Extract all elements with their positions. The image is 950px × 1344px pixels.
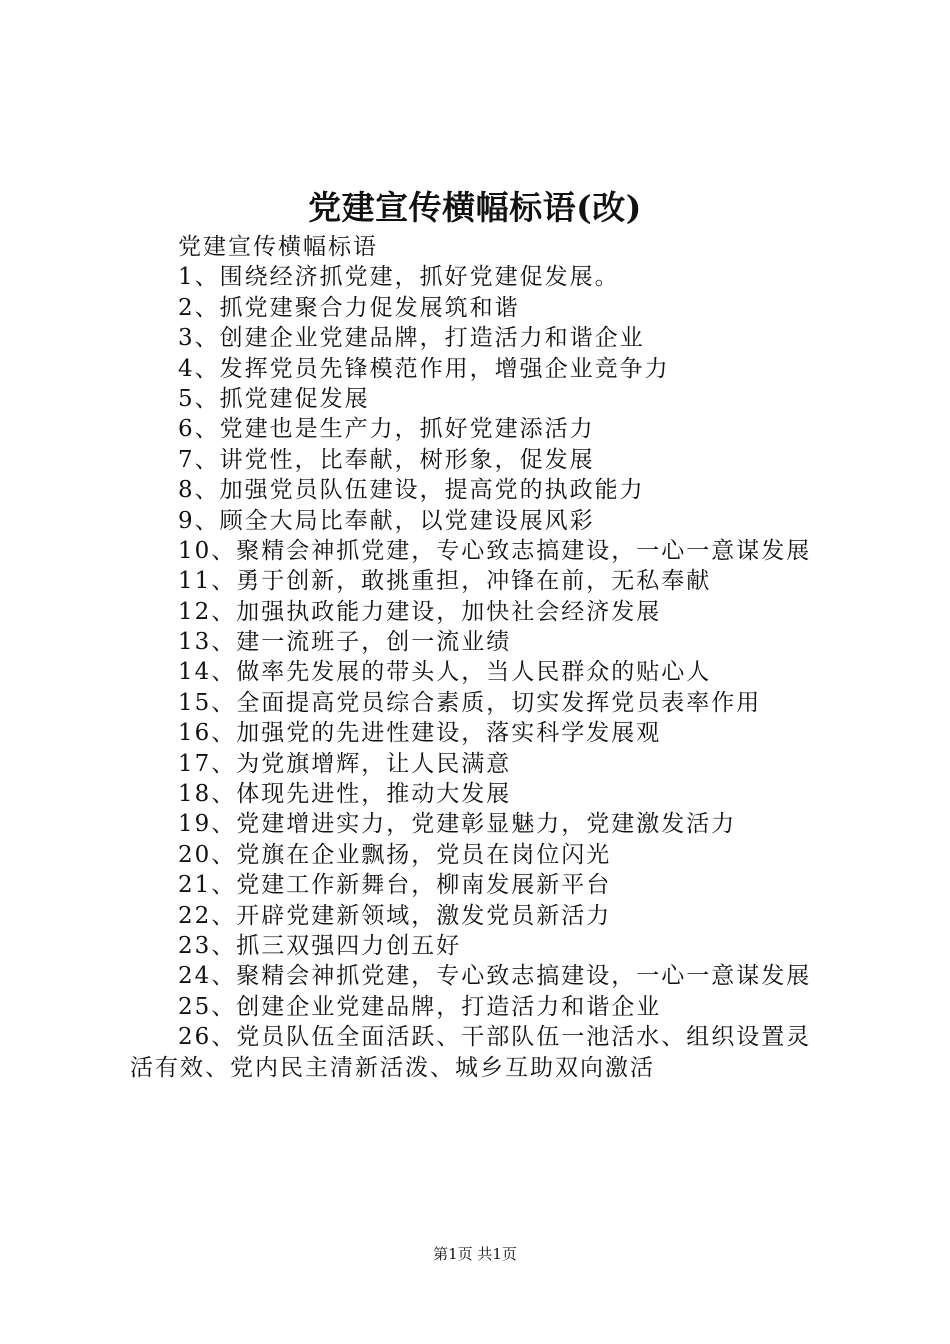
list-item: 15、全面提高党员综合素质，切实发挥党员表率作用: [178, 689, 762, 716]
list-item: 22、开辟党建新领域，激发党员新活力: [178, 902, 612, 929]
list-item: 2、抓党建聚合力促发展筑和谐: [178, 294, 520, 321]
list-item: 6、党建也是生产力，抓好党建添活力: [178, 416, 595, 443]
list-item: 8、加强党员队伍建设，提高党的执政能力: [178, 477, 645, 504]
list-item: 19、党建增进实力，党建彰显魅力，党建激发活力: [178, 811, 737, 838]
document-body: [130, 232, 830, 1083]
subtitle: 党建宣传横幅标语: [178, 234, 378, 260]
list-item: 12、加强执政能力建设，加快社会经济发展: [178, 598, 662, 625]
list-item: 21、党建工作新舞台，柳南发展新平台: [178, 872, 612, 899]
list-item: 14、做率先发展的带头人，当人民群众的贴心人: [178, 659, 712, 686]
list-item: 3、创建企业党建品牌，打造活力和谐企业: [178, 325, 645, 352]
page-footer: 第1页 共1页: [433, 1245, 517, 1263]
list-item: 1、围绕经济抓党建，抓好党建促发展。: [178, 264, 620, 291]
list-item: 24、聚精会神抓党建，专心致志搞建设，一心一意谋发展: [178, 963, 812, 990]
list-item: 13、建一流班子，创一流业绩: [178, 629, 512, 656]
list-item: 20、党旗在企业飘扬，党员在岗位闪光: [178, 841, 612, 868]
page-title: 党建宣传横幅标语(改): [308, 188, 642, 227]
list-item: 7、讲党性，比奉献，树形象，促发展: [178, 446, 595, 473]
list-item: 17、为党旗增辉，让人民满意: [178, 750, 512, 777]
list-item: 4、发挥党员先锋模范作用，增强企业竞争力: [178, 355, 670, 382]
list-item: 26、党员队伍全面活跃、干部队伍一池活水、组织设置灵活有效、党内民主清新活泼、城乡互助双向激活: [130, 1024, 812, 1081]
list-item: 16、加强党的先进性建设，落实科学发展观: [178, 720, 662, 747]
list-item: 23、抓三双强四力创五好: [178, 932, 462, 959]
list-item: 10、聚精会神抓党建，专心致志搞建设，一心一意谋发展: [178, 537, 812, 564]
list-item: 25、创建企业党建品牌，打造活力和谐企业: [178, 993, 662, 1020]
list-item: 9、顾全大局比奉献，以党建设展风彩: [178, 507, 595, 534]
list-item: 11、勇于创新，敢挑重担，冲锋在前，无私奉献: [178, 568, 712, 595]
list-item: 18、体现先进性，推动大发展: [178, 781, 512, 808]
list-item: 5、抓党建促发展: [178, 385, 370, 412]
